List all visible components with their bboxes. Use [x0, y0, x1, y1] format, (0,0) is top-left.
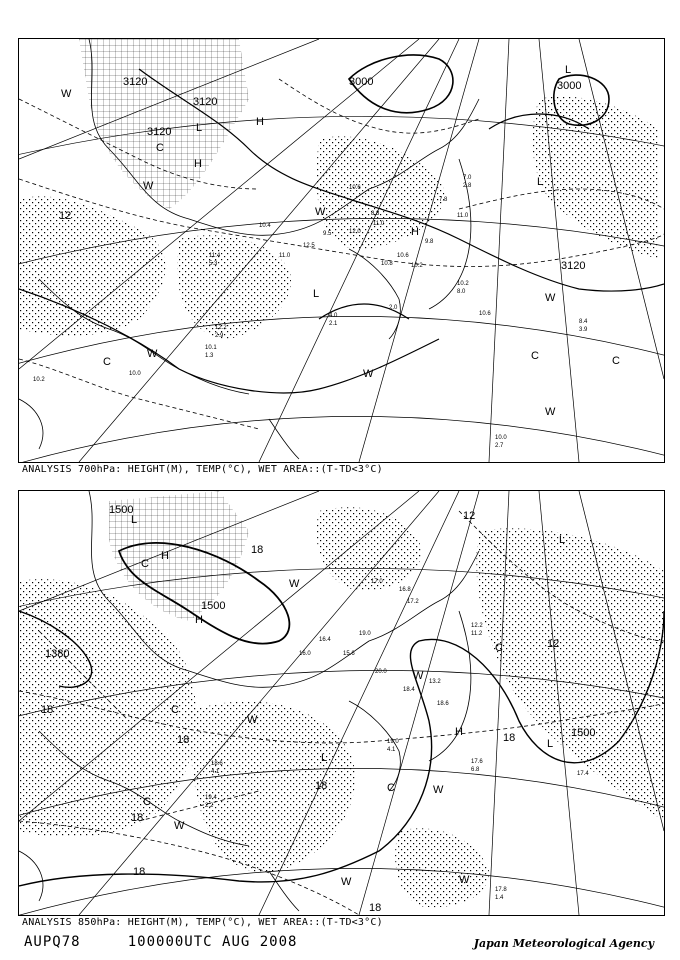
- obs-value: 2.9: [215, 333, 224, 339]
- obs-value: 10.2: [457, 281, 469, 287]
- obs-value: 12.2: [471, 623, 483, 629]
- obs-value: 17.4: [577, 771, 589, 777]
- obs-value: 19.0: [359, 631, 371, 637]
- obs-value: 2.7: [495, 443, 504, 449]
- warm-center: W: [61, 88, 72, 100]
- contour-label: 1500: [201, 600, 226, 612]
- chart-700hpa: [18, 38, 665, 463]
- obs-value: 12.2: [215, 325, 227, 331]
- obs-value: 16.8: [399, 587, 411, 593]
- high-center: H: [256, 116, 264, 128]
- isotherm-label: 12: [59, 210, 72, 222]
- obs-value: 10.8: [381, 261, 393, 267]
- warm-center: W: [545, 406, 556, 418]
- isotherm-label: 18: [133, 866, 146, 878]
- low-center: L: [313, 288, 320, 300]
- obs-value: 6.8: [471, 767, 480, 773]
- obs-value: 7.0: [463, 175, 472, 181]
- isotherm-label: 18: [503, 732, 516, 744]
- low-center: L: [131, 514, 138, 526]
- cold-center: C: [156, 142, 164, 154]
- obs-value: 9.5: [323, 231, 332, 237]
- high-center: H: [194, 158, 202, 170]
- obs-value: 10.4: [259, 223, 271, 229]
- obs-value: 11.0: [457, 213, 469, 219]
- obs-value: 10.6: [349, 185, 361, 191]
- obs-value: 11.2: [471, 631, 483, 637]
- warm-center: W: [247, 714, 258, 726]
- low-center: L: [537, 176, 544, 188]
- obs-value: 2.1: [329, 321, 338, 327]
- obs-value: 17.8: [495, 887, 507, 893]
- low-center: L: [547, 738, 554, 750]
- obs-value: 10.0: [495, 435, 507, 441]
- obs-value: 10.6: [479, 311, 491, 317]
- obs-value: 10.2: [411, 263, 423, 269]
- obs-value: 17.6: [471, 759, 483, 765]
- obs-value: 10.0: [129, 371, 141, 377]
- obs-value: 7.8: [439, 197, 448, 203]
- obs-value: 19.4: [205, 795, 217, 801]
- warm-center: W: [315, 206, 326, 218]
- obs-value: 1.4: [495, 895, 504, 901]
- product-id: AUPQ78: [24, 934, 81, 950]
- obs-value: 11.0: [279, 253, 291, 259]
- obs-value: 11.4: [209, 253, 221, 259]
- agency-name: Japan Meteorological Agency: [473, 937, 654, 950]
- caption-850hpa: ANALYSIS 850hPa: HEIGHT(M), TEMP(°C), WET AREA::(T-TD<3°C): [22, 917, 383, 928]
- cold-center: C: [531, 350, 539, 362]
- obs-value: 11.0: [373, 221, 385, 227]
- valid-time: 100000UTC AUG 2008: [127, 934, 298, 950]
- contour-label: 1380: [45, 648, 70, 660]
- isotherm-label: 12: [463, 510, 476, 522]
- cold-center: C: [171, 704, 179, 716]
- obs-value: 20.0: [375, 669, 387, 675]
- contour-label: 1500: [109, 504, 134, 516]
- warm-center: W: [363, 368, 374, 380]
- product-header: [24, 934, 297, 950]
- obs-value: 8.4: [579, 319, 588, 325]
- obs-value: 2.2: [205, 803, 214, 809]
- isotherm-label: 18: [315, 780, 328, 792]
- warm-center: W: [459, 874, 470, 886]
- low-center: L: [559, 534, 566, 546]
- obs-value: 15.6: [343, 651, 355, 657]
- warm-center: W: [545, 292, 556, 304]
- low-center: L: [196, 122, 203, 134]
- obs-value: 10.2: [33, 377, 45, 383]
- obs-value: 2.8: [463, 183, 472, 189]
- warm-center: W: [147, 348, 158, 360]
- warm-center: W: [174, 820, 185, 832]
- obs-value: 4.0: [329, 313, 338, 319]
- low-center: L: [565, 64, 572, 76]
- warm-center: W: [413, 670, 424, 682]
- isotherm-label: 18: [369, 902, 382, 914]
- isotherm-label: 18: [41, 704, 54, 716]
- warm-center: W: [341, 876, 352, 888]
- warm-center: W: [433, 784, 444, 796]
- obs-value: 2.0: [389, 305, 398, 311]
- map-850hpa: [19, 491, 664, 915]
- obs-value: 4.1: [387, 747, 396, 753]
- cold-center: C: [141, 558, 149, 570]
- contour-label: 3120: [193, 96, 218, 108]
- caption-700hpa: ANALYSIS 700hPa: HEIGHT(M), TEMP(°C), WET AREA::(T-TD<3°C): [22, 464, 383, 475]
- grid-area-700: [79, 39, 249, 209]
- chart-850hpa: [18, 490, 665, 916]
- isotherm-label: 18: [177, 734, 190, 746]
- cold-center: C: [103, 356, 111, 368]
- cold-center: C: [387, 782, 395, 794]
- obs-value: 16.0: [299, 651, 311, 657]
- obs-value: 3.9: [579, 327, 588, 333]
- obs-value: 4.1: [211, 769, 220, 775]
- obs-value: 10.6: [397, 253, 409, 259]
- map-700hpa: [19, 39, 664, 462]
- obs-value: 8.8: [371, 211, 380, 217]
- obs-value: 17.0: [371, 579, 383, 585]
- obs-value: 18.4: [403, 687, 415, 693]
- isotherm-label: 18: [131, 812, 144, 824]
- contour-label: 3120: [123, 76, 148, 88]
- high-center: H: [411, 226, 419, 238]
- contour-label: 3000: [349, 76, 374, 88]
- warm-center: W: [143, 180, 154, 192]
- cold-center: C: [143, 796, 151, 808]
- high-center: H: [455, 726, 463, 738]
- warm-center: W: [289, 578, 300, 590]
- cold-center: C: [612, 355, 620, 367]
- high-center: H: [161, 550, 169, 562]
- obs-value: 9.8: [425, 239, 434, 245]
- obs-value: 5.3: [209, 261, 218, 267]
- obs-value: 10.1: [205, 345, 217, 351]
- obs-value: 1.3: [205, 353, 214, 359]
- obs-value: 18.6: [211, 761, 223, 767]
- contour-label: 1500: [571, 727, 596, 739]
- contour-label: 3120: [147, 126, 172, 138]
- obs-value: 12.0: [349, 229, 361, 235]
- isotherm-label: 12: [547, 638, 560, 650]
- cold-center: C: [495, 642, 503, 654]
- obs-value: 12.5: [303, 243, 315, 249]
- low-center: L: [321, 752, 328, 764]
- obs-value: 19.0: [387, 739, 399, 745]
- obs-value: 16.4: [319, 637, 331, 643]
- obs-value: 8.0: [457, 289, 466, 295]
- obs-value: 17.2: [407, 599, 419, 605]
- high-center: H: [195, 614, 203, 626]
- isotherm-label: 18: [251, 544, 264, 556]
- obs-value: 18.6: [437, 701, 449, 707]
- contour-label: 3000: [557, 80, 582, 92]
- obs-value: 13.2: [429, 679, 441, 685]
- contour-label: 3120: [561, 260, 586, 272]
